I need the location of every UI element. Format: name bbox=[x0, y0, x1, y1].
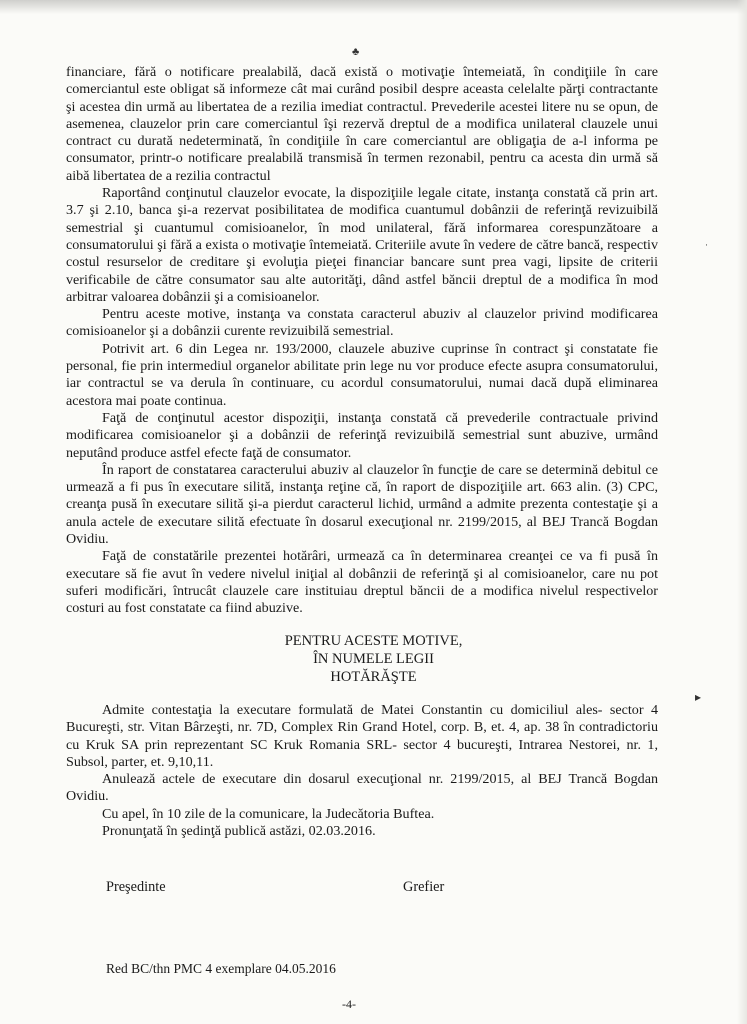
clerk-signature-label: Grefier bbox=[403, 879, 445, 895]
redaction-note: Red BC/thn PMC 4 exemplare 04.05.2016 bbox=[106, 961, 336, 976]
ink-blot-icon: ♣ bbox=[352, 46, 360, 58]
scan-shadow bbox=[0, 0, 747, 14]
paragraph: Raportând conţinutul clauzelor evocate, la dispoziţiile legale citate, instanţa constată că prin art. 3.7 şi 2.10, banca şi-a rezervat posibilitatea de modifica cuantumul dobânzii de referinţă revizuibilă semestrial şi cuantumul comisioanelor, în mod unilateral, fără informarea corespunzătoare a consumatorului şi fără a exista o motivaţie întemeiată. Criteriile avute în vedere de către bancă, respectiv costul resurselor de creditare şi evoluţia pieţei financiar bancare sunt prea vagi, lipsite de criterii verificabile de către consumator sau alte autorităţi, dând astfel băncii dreptul de a modifica în mod arbitrar valoarea dobânzii şi a comisioanelor. bbox=[66, 185, 658, 305]
decision-heading bbox=[0, 632, 747, 686]
paragraph: Pentru aceste motive, instanţa va constata caracterul abuziv al clauzelor privind modificarea comisioanelor şi a dobânzii curente revizuibilă semestrial. bbox=[66, 306, 658, 340]
paragraph: Faţă de conţinutul acestor dispoziţii, instanţa constată că prevederile contractuale privind modificarea comisioanelor şi a dobânzii de referinţă revizuibilă semestrial sunt abuzive, urmând neputând produce astfel efecte faţă de consumator. bbox=[66, 409, 658, 461]
heading-line: PENTRU ACESTE MOTIVE, bbox=[284, 633, 463, 649]
heading-line: HOTĂRĂŞTE bbox=[330, 669, 417, 685]
decision-paragraph: Admite contestaţia la executare formulată de Matei Constantin cu domiciliul ales- sector 4 Bucureşti, str. Vitan Bârzeşti, nr. 7D, Complex Rin Grand Hotel, corp. B, et. 4, ap. 38 în contradictoriu cu Kruk SA prin reprezentant SC Kruk Romania SRL- sector 4 bucureşti, Intrarea Nestorei, nr. 1, Subsol, parter, et. 9,10,11. bbox=[66, 702, 658, 770]
paragraph: În raport de constatarea caracterului abuziv al clauzelor în funcţie de care se determină debitul ce urmează a fi pus în executare silită, instanţa reţine că, în raport de dispoziţiile art. 663 alin. (3) CPC, creanţa pusă în executare silită şi-a pierdut caracterul lichid, urmând a admite prezenta contestaţie şi a anula actele de executare silită efectuate în dosarul execuţional nr. 2199/2015, al BEJ Trancă Bogdan Ovidiu. bbox=[66, 461, 658, 548]
paragraph: financiare, fără o notificare prealabilă, dacă există o motivaţie întemeiată, în condiţiile în care comerciantul este obligat să informeze cât mai curând posibil despre aceasta celelalte părţi contractante şi acestea din urmă au libertatea de a rezilia imediat contractul. Prevederile acestei litere nu se opun, de asemenea, clauzelor prin care comerciantul îşi rezervă dreptul de a modifica unilateral clauzele unui contract cu durată nedeterminată, în condiţiile în care comerciantul are obligaţia de a-l informa pe consumator, printr-o notificare prealabilă transmisă în termen rezonabil, pentru ca acesta din urmă să aibă libertatea de a rezilia contractul bbox=[66, 64, 658, 184]
document-body bbox=[66, 64, 658, 618]
arrow-mark-icon: ▸ bbox=[695, 690, 702, 704]
paragraph: Faţă de constatările prezentei hotărâri, urmează ca în determinarea creanţei ce va fi pusă în executare să fie avut în vedere nivelul iniţial al dobânzii de referinţă şi al comisioanelor, care nu pot suferi modificări, întrucât clauzele care instituiau dreptul băncii de a modifica nivelul respectivelor costuri au fost constatate ca fiind abuzive. bbox=[66, 548, 658, 617]
president-signature-label: Preşedinte bbox=[106, 879, 166, 895]
ink-dot-icon: · bbox=[705, 240, 708, 250]
scan-edge bbox=[737, 0, 747, 1024]
decision-paragraph: Cu apel, în 10 zile de la comunicare, la Judecătoria Buftea. bbox=[102, 805, 435, 822]
decision-paragraph: Pronunţată în şedinţă publică astăzi, 02.03.2016. bbox=[102, 823, 376, 840]
decision-paragraph: Anulează actele de executare din dosarul execuţional nr. 2199/2015, al BEJ Trancă Bogdan Ovidiu. bbox=[66, 771, 658, 805]
heading-line: ÎN NUMELE LEGII bbox=[313, 651, 434, 667]
decision-body bbox=[66, 702, 658, 840]
paragraph: Potrivit art. 6 din Legea nr. 193/2000, clauzele abuzive cuprinse în contract şi constatate fie personal, fie prin intermediul organelor abilitate prin lege nu vor produce efecte asupra consumatorului, iar contractul se va derula în continuare, cu acordul consumatorului, numai dacă după eliminarea acestora mai poate continua. bbox=[66, 340, 658, 409]
page-number: -4- bbox=[342, 997, 356, 1011]
